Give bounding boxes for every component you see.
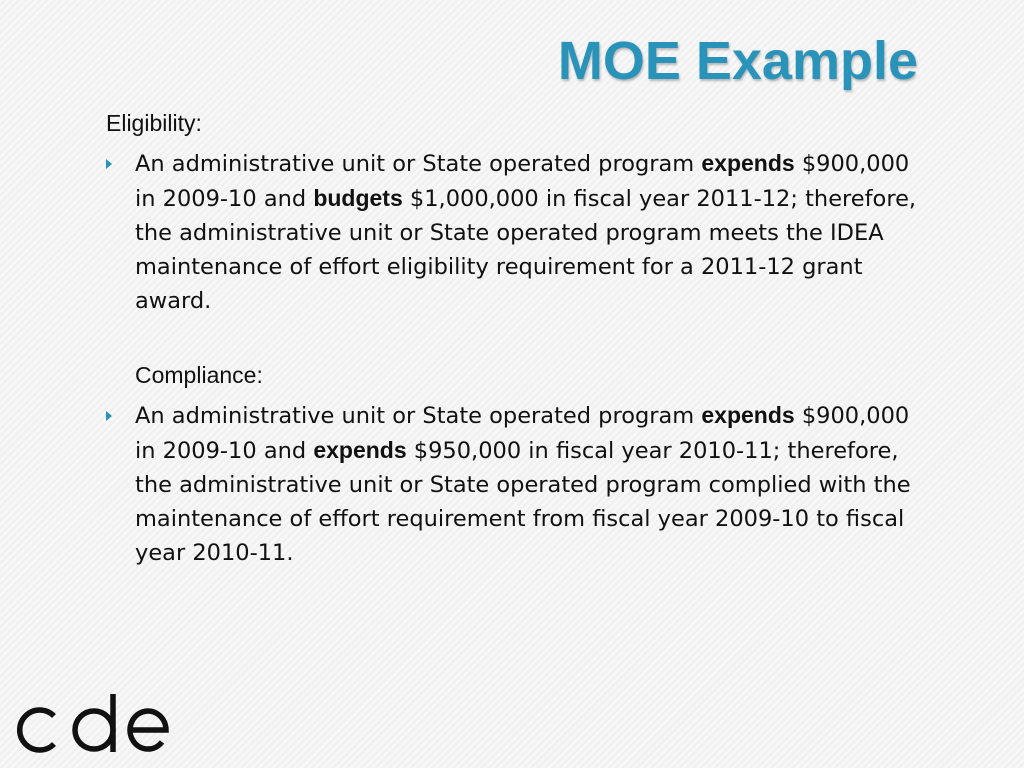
compliance-bold-expends-1: expends	[701, 402, 795, 428]
eligibility-bullet	[106, 146, 936, 318]
eligibility-heading-colon: :	[195, 110, 202, 136]
compliance-bullet	[106, 398, 936, 570]
compliance-heading-text: Compliance	[135, 362, 257, 388]
logo-letter-c	[20, 710, 54, 750]
eligibility-text-1: An administrative unit or State operated program	[135, 151, 702, 177]
logo-letter-d	[75, 694, 113, 752]
eligibility-bold-expends: expends	[701, 150, 795, 176]
logo-letter-e	[130, 711, 166, 749]
compliance-bold-expends-2: expends	[313, 437, 407, 463]
eligibility-heading-text: Eligibility	[106, 110, 196, 136]
eligibility-text-3: $1,000,000 in fiscal year 2011-12; therefore, the administrative unit or State operated program meets the IDEA maintenance of effort eligibility requirement for a 2011-12 grant award.	[135, 186, 917, 314]
eligibility-heading	[106, 108, 936, 138]
cde-logo	[14, 690, 174, 762]
compliance-text-1: An administrative unit or State operated program	[135, 403, 702, 429]
eligibility-bold-budgets: budgets	[313, 185, 403, 211]
compliance-text-3: $950,000 in fiscal year 2010-11; therefore, the administrative unit or State operated program complied with the maintenance of effort requirement from fiscal year 2009-10 to fiscal year 2010-11.	[135, 438, 911, 566]
compliance-heading	[106, 360, 936, 390]
compliance-heading-colon: :	[256, 362, 263, 388]
slide-content	[106, 108, 936, 570]
eligibility-text-2: $900,000 in 2009-10 and	[135, 151, 910, 212]
bullet-arrow-icon	[106, 411, 112, 421]
compliance-text-2: $900,000 in 2009-10 and	[135, 403, 910, 464]
slide-title: MOE Example	[557, 31, 918, 91]
bullet-arrow-icon	[106, 159, 112, 169]
